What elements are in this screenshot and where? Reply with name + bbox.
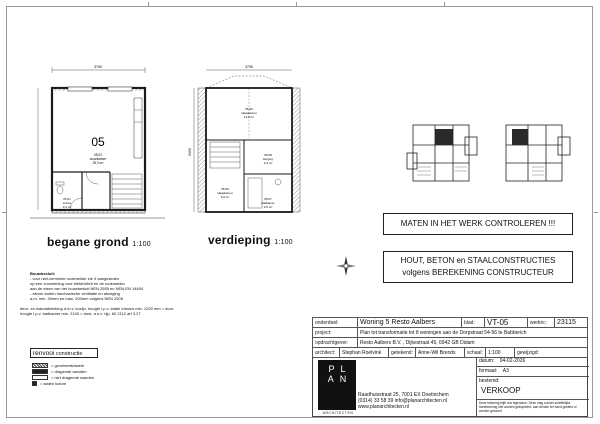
gewijzigd-label: gewijzigd: <box>515 348 588 358</box>
legend-item: = gevelmetselwerk <box>32 362 94 368</box>
office-address <box>358 392 478 410</box>
address-line: (0314) 33 58 39 info@planarchitecten.nl <box>358 398 448 404</box>
werknr-label: werknr.: <box>528 318 555 328</box>
blad-value: VT-05 <box>485 318 528 328</box>
frame-tick <box>594 212 598 213</box>
legend <box>32 362 94 386</box>
storage-name: berging <box>262 157 274 161</box>
bedroom2-code: 05.05 <box>221 187 229 191</box>
logo-subtitle: ARCHITECTEN <box>322 411 354 415</box>
formaat-value: A3 <box>502 368 509 374</box>
ground-floor-scale: 1:100 <box>132 241 151 248</box>
logo-letter: L <box>340 364 352 374</box>
notes-line: - voor niet-vermelde rookmelder zie 4 aangesloten <box>30 276 120 281</box>
verify-dimensions-notice: MATEN IN HET WERK CONTROLEREN !!! <box>383 213 573 235</box>
bestemd-label: bestemd: <box>479 378 500 384</box>
entry-name: entree <box>62 201 72 205</box>
opdrachtgever-label: opdrachtgever: <box>313 338 358 348</box>
bath-name: badkamer <box>261 201 275 205</box>
notes-heading: Bouwbesluit: <box>30 271 56 276</box>
living-room-code: 05.02 <box>94 153 102 157</box>
datum-value: 04-02-2026 <box>499 358 526 364</box>
bestemd-value: VERKOOP <box>481 386 521 395</box>
bedroom1-area: 13,8 m² <box>243 115 255 119</box>
title-block-table <box>312 317 588 348</box>
key-plan-ground <box>405 115 480 190</box>
living-room-area: 25,3 m² <box>92 161 104 165</box>
north-arrow-icon <box>334 254 358 278</box>
legend-item: = dragende wanden <box>32 368 94 374</box>
blad-label: blad: <box>462 318 485 328</box>
door-notes <box>20 306 280 316</box>
address-line: Raadhuisstraat 25, 7001 EX Doetinchem <box>358 392 449 398</box>
getekend-value: Anne-Wil Brends <box>416 348 465 358</box>
legend-swatch <box>32 381 37 386</box>
bedroom2-area: 6,9 m² <box>220 195 230 199</box>
upper-floor-plan <box>188 62 313 227</box>
onderdeel-value: Woning 5 Resto Aalbers <box>358 318 462 328</box>
ground-floor-plan <box>30 60 170 230</box>
legend-item: = stalen kolom <box>32 380 94 386</box>
schaal-value: 1:100 <box>486 348 515 358</box>
upper-floor-scale: 1:100 <box>274 239 293 246</box>
plan-logo <box>318 360 356 410</box>
structure-notice <box>383 251 573 283</box>
upper-width-dim: 3790 <box>245 65 253 69</box>
formaat-label: formaat: <box>479 368 498 374</box>
legend-swatch <box>32 375 48 380</box>
ground-floor-title: begane grond 1:100 <box>47 235 151 249</box>
title-block-right <box>476 357 589 417</box>
schaal-label: schaal: <box>465 348 486 358</box>
storage-area: 3,4 m² <box>263 161 273 165</box>
structure-notice-line1: HOUT, BETON en STAALCONSTRUCTIES <box>400 256 556 265</box>
key-plan-upper <box>498 115 573 190</box>
project-value: Plan tot transformatie tot 8 woningen aan de Dorpstraat 54-56 te Babberich <box>358 328 588 338</box>
frame-tick <box>2 212 6 213</box>
logo-letter: N <box>339 374 353 384</box>
legend-swatch <box>32 363 48 368</box>
datum-label: datum: <box>479 358 495 364</box>
living-room-name: woonkamer <box>89 157 107 161</box>
legend-title: renvooi constructie <box>30 348 98 358</box>
architect-value: Stephan Roelvink <box>340 348 389 358</box>
building-notes <box>30 271 230 301</box>
entry-area: 3,4 m² <box>62 205 72 209</box>
upper-floor-title: verdieping 1:100 <box>208 233 293 247</box>
bath-code: 05.07 <box>264 197 272 201</box>
bedroom1-code: 05.06 <box>245 107 253 111</box>
legend-item: = niet dragende wanden <box>32 374 94 380</box>
entry-code: 05.01 <box>63 197 71 201</box>
architect-label: architect: <box>313 348 340 358</box>
door-note-line: hoogte l.p.v. badkamer min. 2100 = door, a.n.v. rijp. 60 2112 art 3.27 <box>20 311 141 316</box>
ground-width-dim: 3790 <box>94 65 102 69</box>
legend-swatch <box>32 369 48 374</box>
logo-letter: P <box>328 364 341 374</box>
notes-line: aan de eisen van het bouwbesluit NEN 2555 en NEN-EN 14604 <box>30 286 144 291</box>
door-note-line: deur- en wandafwerking d.m.v. kozijn, hoogte l.p.v. totale inbouw min. 1200 mm = door. <box>20 306 175 311</box>
storage-code: 05.08 <box>264 153 272 157</box>
opdrachtgever-value: Resto Aalbers B.V. , Dijkestraat 45, 6942 GB Didam <box>358 338 588 348</box>
bath-area: 3,5 m² <box>263 205 273 209</box>
frame-tick <box>444 2 445 6</box>
werknr-value: 23115 <box>555 318 588 328</box>
notes-line: - afvoer buiten mechanische ventilatie en afzuiging <box>30 291 120 296</box>
notes-line: a.m. min. 30mm en max. 200mm volgens NEN 2505 <box>30 296 123 301</box>
address-line: www.planarchitecten.nl <box>358 404 410 410</box>
bedroom2-name: slaapkamer <box>217 191 233 195</box>
project-label: project: <box>313 328 358 338</box>
logo-letter: A <box>327 374 340 384</box>
upper-depth-dim: 5490 <box>188 148 192 156</box>
unit-number: 05 <box>91 135 105 149</box>
structure-notice-line2: volgens BEREKENING CONSTRUCTEUR <box>402 268 554 277</box>
notes-line: op een voorziening voor elektriciteit en de rookmelder <box>30 281 125 286</box>
disclaimer: Deze tekening blijft ons eigendom. Deze mag zonder schriftelijke toestemming niet worden gekopieerd, aan derden ter hand gesteld of worden getoond <box>479 401 577 413</box>
getekend-label: getekend: <box>389 348 416 358</box>
frame-tick <box>148 2 149 6</box>
onderdeel-label: onderdeel: <box>313 318 358 328</box>
bedroom1-name: slaapkamer <box>241 111 257 115</box>
frame-tick <box>296 2 297 6</box>
